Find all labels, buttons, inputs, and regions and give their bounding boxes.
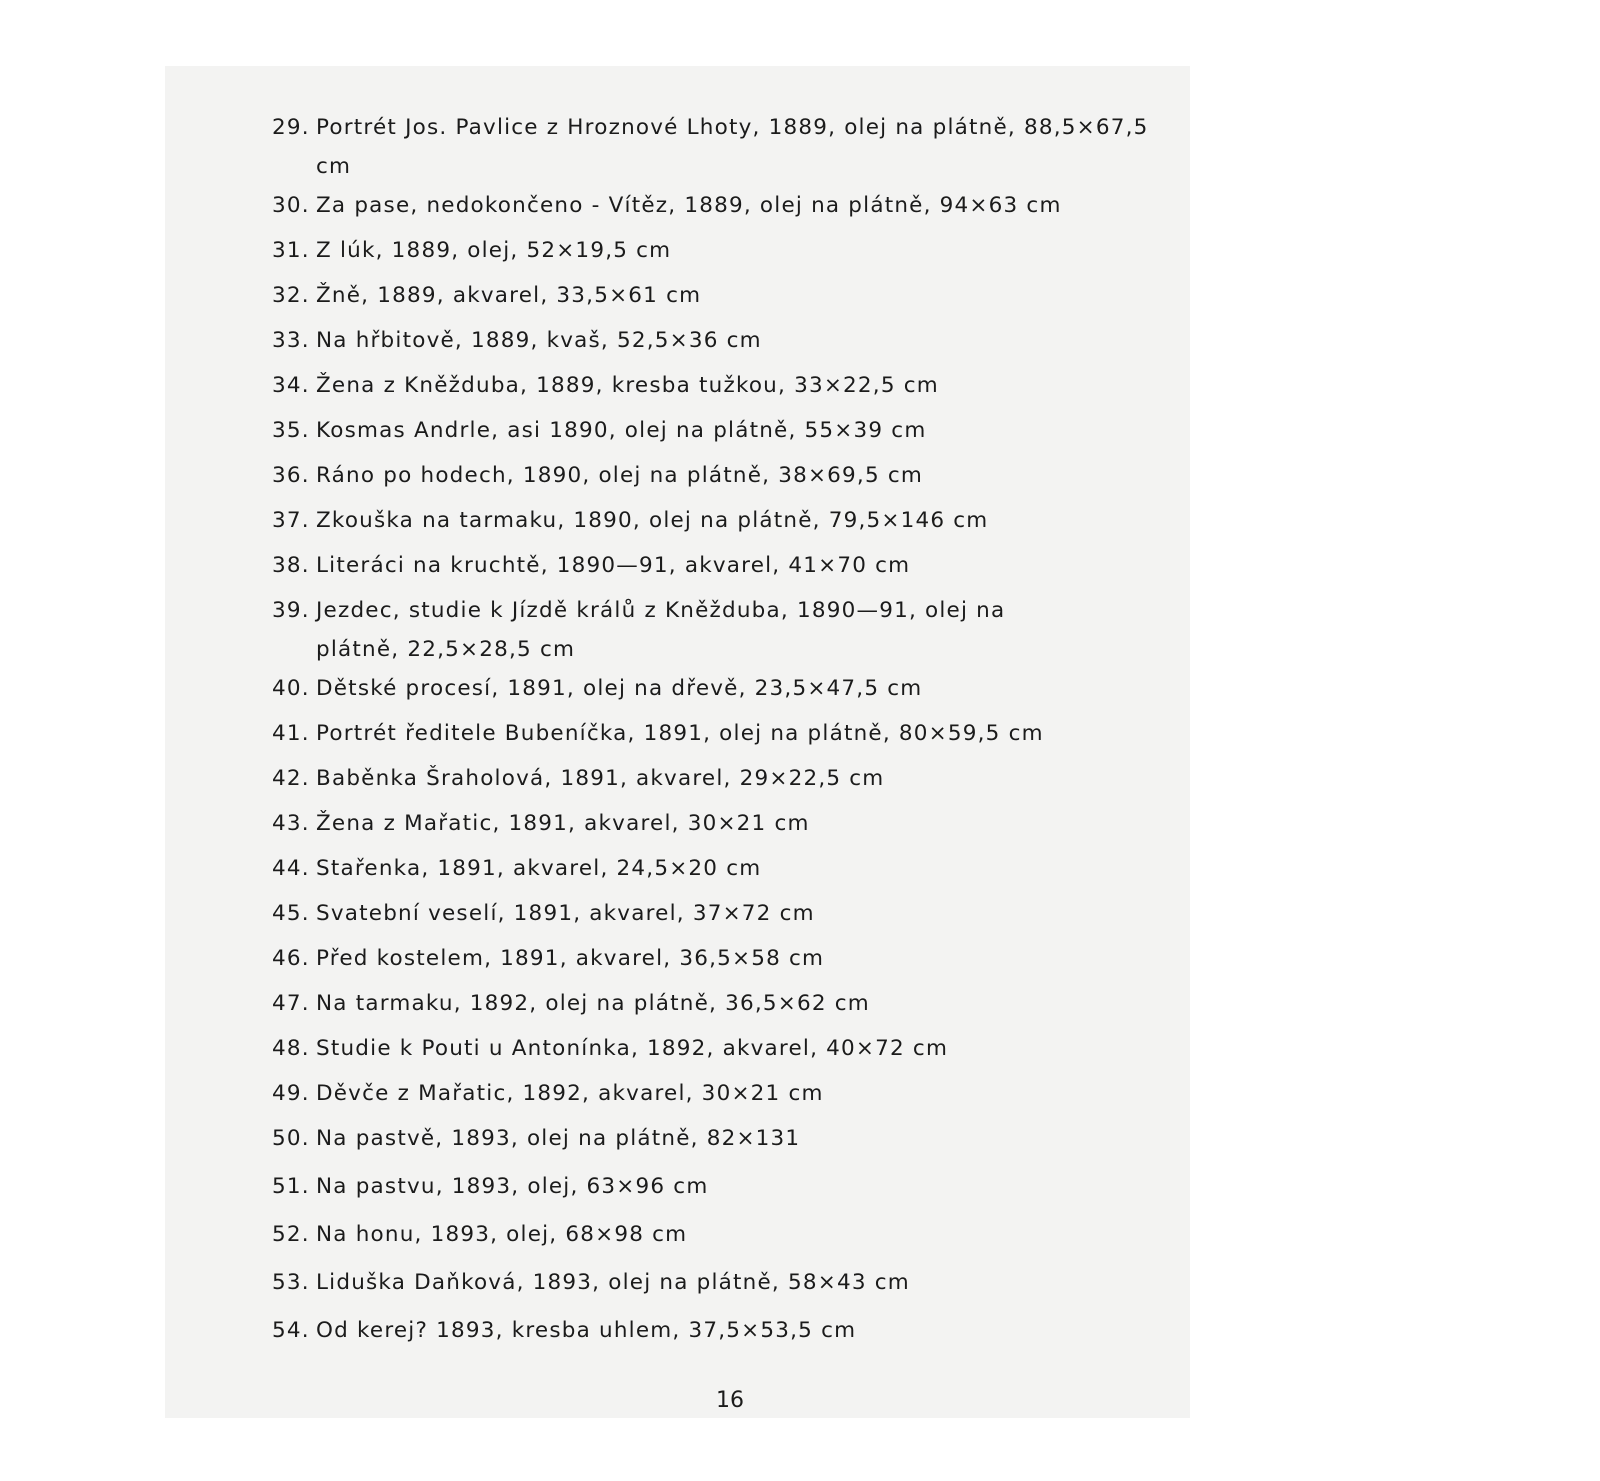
- entry-number: 47.: [272, 991, 310, 1016]
- entry-description: Literáci na kruchtě, 1890—91, akvarel, 41×70 cm: [316, 553, 911, 578]
- entry-number: 54.: [272, 1318, 310, 1343]
- entry-number: 44.: [272, 856, 310, 881]
- catalog-entry-40: [272, 669, 1172, 714]
- entry-number: 34.: [272, 373, 310, 398]
- entry-description: Žena z Mařatic, 1891, akvarel, 30×21 cm: [316, 811, 810, 836]
- entry-description: Za pase, nedokončeno - Vítěz, 1889, olej na plátně, 94×63 cm: [316, 193, 1062, 218]
- entry-number: 37.: [272, 508, 310, 533]
- catalog-entry-42: [272, 759, 1172, 804]
- catalog-entry-41: [272, 714, 1172, 759]
- entry-number: 51.: [272, 1174, 310, 1199]
- entry-number: 41.: [272, 721, 310, 746]
- artwork-catalog-list: [272, 108, 1172, 1359]
- catalog-entry-43: [272, 804, 1172, 849]
- catalog-entry-31: [272, 231, 1172, 276]
- catalog-entry-35: [272, 411, 1172, 456]
- entry-description: Baběnka Šraholová, 1891, akvarel, 29×22,5 cm: [316, 766, 885, 791]
- entry-number: 50.: [272, 1126, 310, 1151]
- entry-description: Kosmas Andrle, asi 1890, olej na plátně, 55×39 cm: [316, 418, 927, 443]
- entry-description: Jezdec, studie k Jízdě králů z Kněžduba, 1890—91, olej na plátně, 22,5×28,5 cm: [316, 598, 1006, 662]
- catalog-entry-32: [272, 276, 1172, 321]
- catalog-entry-45: [272, 894, 1172, 939]
- catalog-entry-50: [272, 1119, 1172, 1167]
- entry-description: Stařenka, 1891, akvarel, 24,5×20 cm: [316, 856, 762, 881]
- catalog-entry-39: [272, 591, 1172, 669]
- catalog-entry-48: [272, 1029, 1172, 1074]
- entry-number: 40.: [272, 676, 310, 701]
- entry-number: 53.: [272, 1270, 310, 1295]
- entry-number: 35.: [272, 418, 310, 443]
- entry-description: Z lúk, 1889, olej, 52×19,5 cm: [316, 238, 672, 263]
- catalog-entry-38: [272, 546, 1172, 591]
- catalog-entry-47: [272, 984, 1172, 1029]
- entry-description: Na tarmaku, 1892, olej na plátně, 36,5×62 cm: [316, 991, 870, 1016]
- catalog-entry-52: [272, 1215, 1172, 1263]
- entry-number: 33.: [272, 328, 310, 353]
- entry-description: Na pastvu, 1893, olej, 63×96 cm: [316, 1174, 709, 1199]
- entry-description: Na honu, 1893, olej, 68×98 cm: [316, 1222, 688, 1247]
- entry-number: 43.: [272, 811, 310, 836]
- catalog-entry-36: [272, 456, 1172, 501]
- entry-number: 52.: [272, 1222, 310, 1247]
- entry-description: Před kostelem, 1891, akvarel, 36,5×58 cm: [316, 946, 825, 971]
- catalog-entry-37: [272, 501, 1172, 546]
- entry-number: 32.: [272, 283, 310, 308]
- entry-description: Žena z Kněžduba, 1889, kresba tužkou, 33×22,5 cm: [316, 373, 939, 398]
- entry-number: 49.: [272, 1081, 310, 1106]
- entry-number: 38.: [272, 553, 310, 578]
- entry-description: Na pastvě, 1893, olej na plátně, 82×131: [316, 1126, 801, 1151]
- catalog-entry-46: [272, 939, 1172, 984]
- entry-description: Od kerej? 1893, kresba uhlem, 37,5×53,5 cm: [316, 1318, 857, 1343]
- entry-number: 31.: [272, 238, 310, 263]
- entry-description: Portrét Jos. Pavlice z Hroznové Lhoty, 1889, olej na plátně, 88,5×67,5 cm: [316, 115, 1149, 179]
- catalog-entry-53: [272, 1263, 1172, 1311]
- entry-description: Studie k Pouti u Antonínka, 1892, akvarel, 40×72 cm: [316, 1036, 949, 1061]
- entry-description: Žně, 1889, akvarel, 33,5×61 cm: [316, 283, 702, 308]
- catalog-entry-51: [272, 1167, 1172, 1215]
- catalog-entry-33: [272, 321, 1172, 366]
- entry-description: Ráno po hodech, 1890, olej na plátně, 38×69,5 cm: [316, 463, 924, 488]
- catalog-entry-54: [272, 1311, 1172, 1359]
- catalog-entry-49: [272, 1074, 1172, 1119]
- page-number: 16: [716, 1388, 744, 1413]
- entry-number: 36.: [272, 463, 310, 488]
- catalog-entry-34: [272, 366, 1172, 411]
- entry-number: 42.: [272, 766, 310, 791]
- entry-description: Děvče z Mařatic, 1892, akvarel, 30×21 cm: [316, 1081, 824, 1106]
- entry-description: Portrét ředitele Bubeníčka, 1891, olej na plátně, 80×59,5 cm: [316, 721, 1044, 746]
- catalog-entry-30: [272, 186, 1172, 231]
- entry-description: Liduška Daňková, 1893, olej na plátně, 58×43 cm: [316, 1270, 910, 1295]
- entry-description: Svatební veselí, 1891, akvarel, 37×72 cm: [316, 901, 815, 926]
- entry-description: Na hřbitově, 1889, kvaš, 52,5×36 cm: [316, 328, 762, 353]
- entry-number: 29.: [272, 115, 310, 140]
- entry-number: 45.: [272, 901, 310, 926]
- catalog-entry-29: [272, 108, 1172, 186]
- entry-description: Zkouška na tarmaku, 1890, olej na plátně, 79,5×146 cm: [316, 508, 989, 533]
- catalog-entry-44: [272, 849, 1172, 894]
- entry-description: Dětské procesí, 1891, olej na dřevě, 23,5×47,5 cm: [316, 676, 923, 701]
- entry-number: 46.: [272, 946, 310, 971]
- entry-number: 30.: [272, 193, 310, 218]
- entry-number: 39.: [272, 598, 310, 623]
- entry-number: 48.: [272, 1036, 310, 1061]
